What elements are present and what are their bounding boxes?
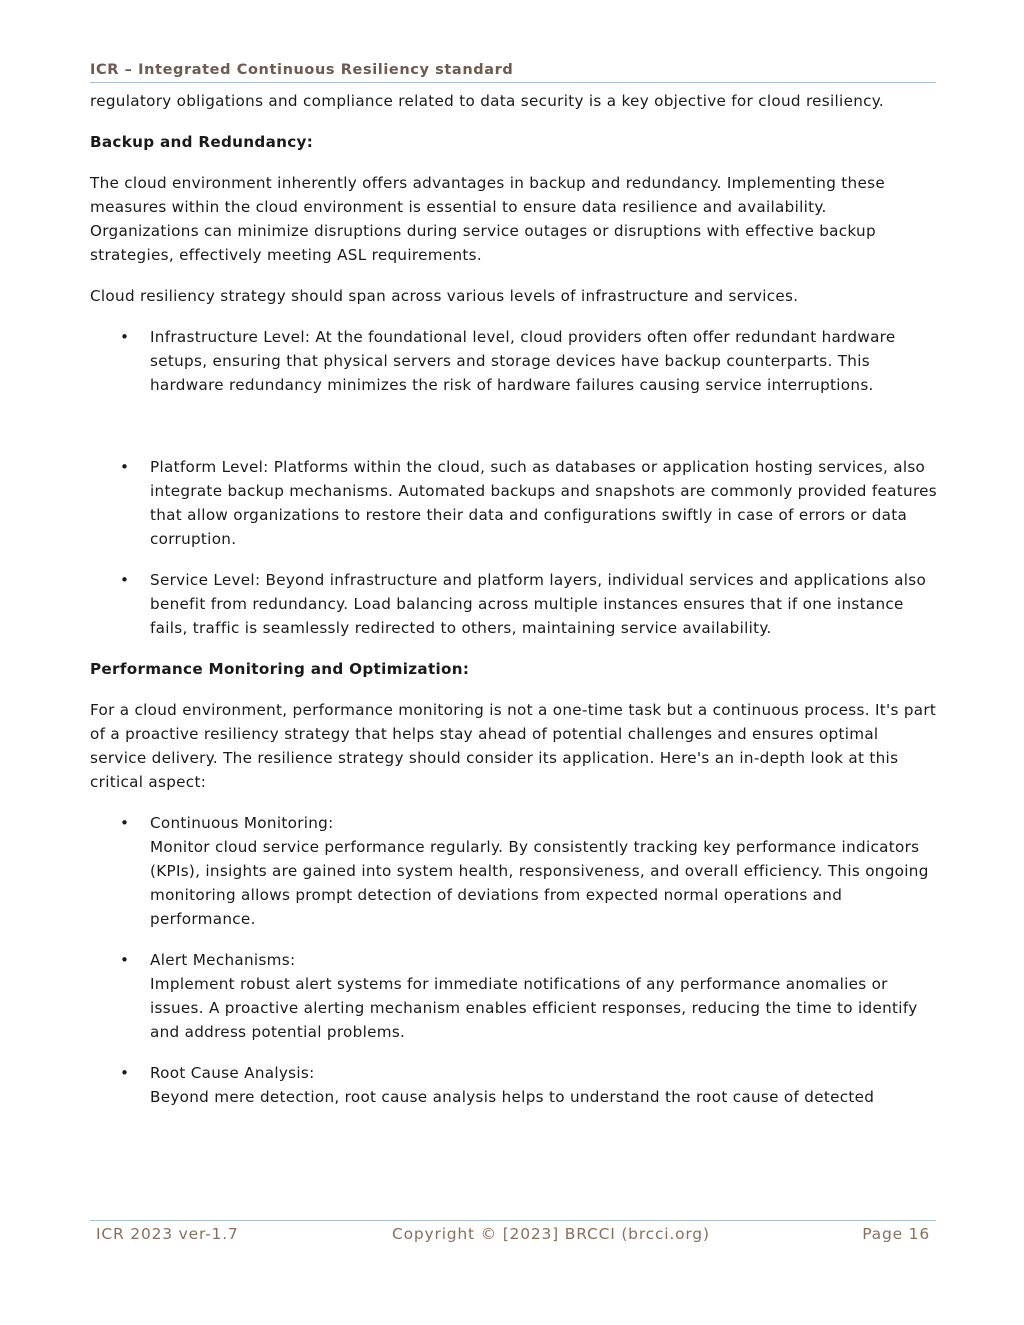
header-title: ICR – Integrated Continuous Resiliency standard	[90, 62, 514, 78]
list-item-text: Service Level: Beyond infrastructure and platform layers, individual services and applications also benefit from redundancy. Load balancing across multiple instances ensures that if one instance fails, traffic is seamlessly redirected to others, maintaining service availability.	[150, 571, 927, 637]
list-item-service-level	[90, 568, 940, 640]
backup-paragraph-1: The cloud environment inherently offers advantages in backup and redundancy. Implementing these measures within the cloud environment is essential to ensure data resilience and availability. Organizations can minimize disruptions during service outages or disruptions with effective backup strategies, effectively meeting ASL requirements.	[90, 174, 885, 264]
list-item-root-cause-analysis	[90, 1061, 940, 1109]
list-item-title: Alert Mechanisms:	[150, 951, 296, 969]
intro-continuation-paragraph: regulatory obligations and compliance related to data security is a key objective for cloud resiliency.	[90, 92, 885, 110]
section-heading-backup: Backup and Redundancy:	[90, 133, 314, 151]
page-header	[90, 61, 936, 83]
list-item-alert-mechanisms	[90, 948, 940, 1044]
performance-paragraph-1: For a cloud environment, performance monitoring is not a one-time task but a continuous process. It's part of a proactive resiliency strategy that helps stay ahead of potential challenges and ensures optimal service delivery. The resilience strategy should consider its application. Here's an in-depth look at this critical aspect:	[90, 701, 937, 791]
list-item-title: Root Cause Analysis:	[150, 1064, 315, 1082]
list-item-text: Platform Level: Platforms within the cloud, such as databases or application hosting services, also integrate backup mechanisms. Automated backups and snapshots are commonly provided features that allow organizations to restore their data and configurations swiftly in case of errors or data corruption.	[150, 458, 938, 548]
backup-paragraph-2: Cloud resiliency strategy should span across various levels of infrastructure and services.	[90, 287, 799, 305]
page-footer	[90, 1220, 936, 1251]
bullet-icon: •	[120, 1064, 130, 1082]
bullet-icon: •	[120, 571, 130, 589]
list-item-text: Beyond mere detection, root cause analysis helps to understand the root cause of detected	[150, 1088, 875, 1106]
page-content	[90, 89, 940, 1126]
bullet-icon: •	[120, 814, 130, 832]
performance-aspects-list	[90, 811, 940, 1109]
footer-version: ICR 2023 ver-1.7	[96, 1225, 239, 1243]
footer-copyright: Copyright © [2023] BRCCI (brcci.org)	[392, 1225, 710, 1243]
bullet-icon: •	[120, 458, 130, 476]
bullet-icon: •	[120, 328, 130, 346]
section-heading-performance: Performance Monitoring and Optimization:	[90, 660, 470, 678]
list-item-text: Implement robust alert systems for immediate notifications of any performance anomalies or issues. A proactive alerting mechanism enables efficient responses, reducing the time to identify and address potential problems.	[150, 975, 918, 1041]
list-item-text: Monitor cloud service performance regularly. By consistently tracking key performance indicators (KPIs), insights are gained into system health, responsiveness, and overall efficiency. This ongoing monitoring allows prompt detection of deviations from expected normal operations and performance.	[150, 838, 929, 928]
list-item-continuous-monitoring	[90, 811, 940, 931]
list-item-infrastructure-level	[90, 325, 940, 397]
bullet-icon: •	[120, 951, 130, 969]
footer-page-number: Page 16	[862, 1225, 930, 1243]
list-item-text: Infrastructure Level: At the foundational level, cloud providers often offer redundant hardware setups, ensuring that physical servers and storage devices have backup counterparts. This hardware redundancy minimizes the risk of hardware failures causing service interruptions.	[150, 328, 896, 394]
list-item-platform-level	[90, 455, 940, 551]
list-item-title: Continuous Monitoring:	[150, 814, 334, 832]
redundancy-levels-list	[90, 325, 940, 640]
